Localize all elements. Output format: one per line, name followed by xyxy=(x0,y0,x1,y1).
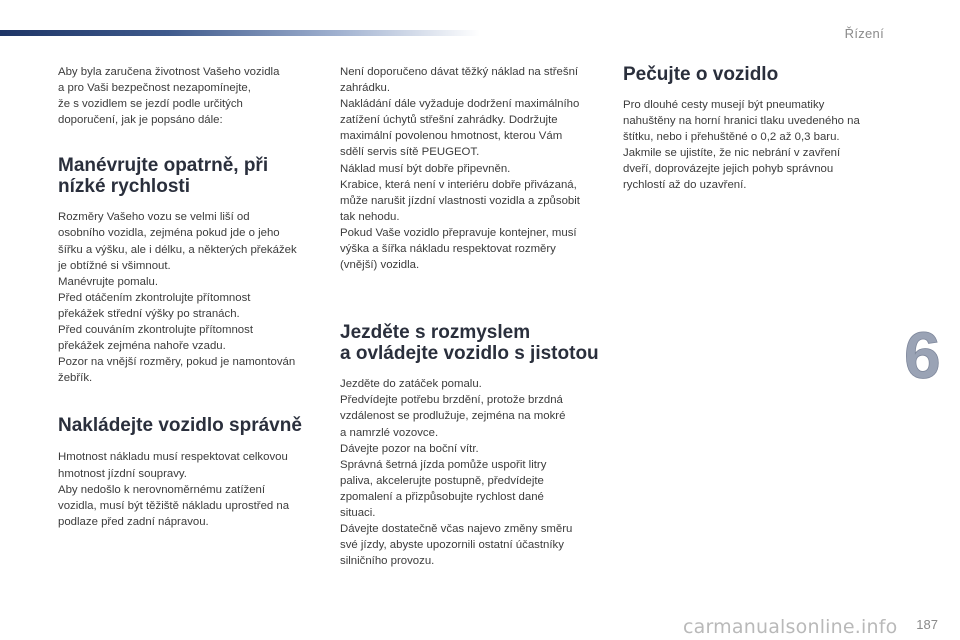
column-2 xyxy=(340,64,608,569)
header-accent-bar xyxy=(0,30,480,36)
maneuver-paragraph: Rozměry Vašeho vozu se velmi liší od osobního vozidla, zejména pokud jde o jeho šířku a výšku, ale i délku, a některých překážek je obtížné si všimnout. Manévrujte pomalu. Před otáčením zkontrolujte přítomnost překážek střední výšky po stranách. Před couváním zkontrolujte přítomnost překážek zejména nahoře vzadu. Pozor na vnější rozměry, pokud je namontován žebřík. xyxy=(58,211,297,385)
drive-carefully-paragraph: Jezděte do zatáček pomalu. Předvídejte potřebu brzdění, protože brzdná vzdálenost se prodlužuje, zejména na mokré a namrzlé vozovce. Dávejte pozor na boční vítr. Správná šetrná jízda pomůže uspořit litry paliva, akcelerujte postupně, předvídejte zpomalení a přizpůsobujte rychlost dané situaci. Dávejte dostatečně včas najevo změny směru své jízdy, abyste upozornili ostatní účastníky silničního provozu. xyxy=(340,378,573,568)
watermark-text: carmanualsonline.info xyxy=(683,616,898,638)
column-3 xyxy=(623,64,888,194)
heading-vehicle-care: Pečujte o vozidlo xyxy=(623,64,779,85)
column-1 xyxy=(58,64,320,530)
heading-loading: Nakládejte vozidlo správně xyxy=(58,415,302,437)
heading-maneuver: Manévrujte opatrně, při nízké rychlosti xyxy=(58,155,269,198)
intro-paragraph: Aby byla zaručena životnost Vašeho vozidla a pro Vaši bezpečnost nezapomínejte, že s vozidlem se jezdí podle určitých doporučení, jak je popsáno dále: xyxy=(58,66,280,127)
chapter-number: 6 xyxy=(904,320,941,390)
loading-paragraph: Hmotnost nákladu musí respektovat celkovou hmotnost jízdní soupravy. Aby nedošlo k nerovnoměrnému zatížení vozidla, musí být těžiště nákladu uprostřed na podlaze před zadní nápravou. xyxy=(58,451,290,528)
page-number: 187 xyxy=(916,617,938,632)
heading-drive-carefully: Jezděte s rozmyslem a ovládejte vozidlo s jistotou xyxy=(340,322,599,365)
section-title: Řízení xyxy=(844,26,884,41)
vehicle-care-paragraph: Pro dlouhé cesty musejí být pneumatiky nahuštěny na horní hranici tlaku uvedeného na štítku, nebo i přehuštěné o 0,2 až 0,3 baru. Jakmile se ujistíte, že nic nebrání v zavření dveří, doprovázejte jejich pohyb správnou rychlostí až do uzavření. xyxy=(623,99,860,192)
roof-load-paragraph: Není doporučeno dávat těžký náklad na střešní zahrádku. Nakládání dále vyžaduje dodržení maximálního zatížení úchytů střešní zahrádky. Dodržujte maximální povolenou hmotnost, kterou Vám sdělí servis sítě PEUGEOT. Náklad musí být dobře připevněn. Krabice, která není v interiéru dobře přivázaná, může narušit jízdní vlastnosti vozidla a způsobit tak nehodu. Pokud Vaše vozidlo přepravuje kontejner, musí výška a šířka nákladu respektovat rozměry (vnější) vozidla. xyxy=(340,66,580,272)
chapter-number-badge xyxy=(902,320,952,390)
